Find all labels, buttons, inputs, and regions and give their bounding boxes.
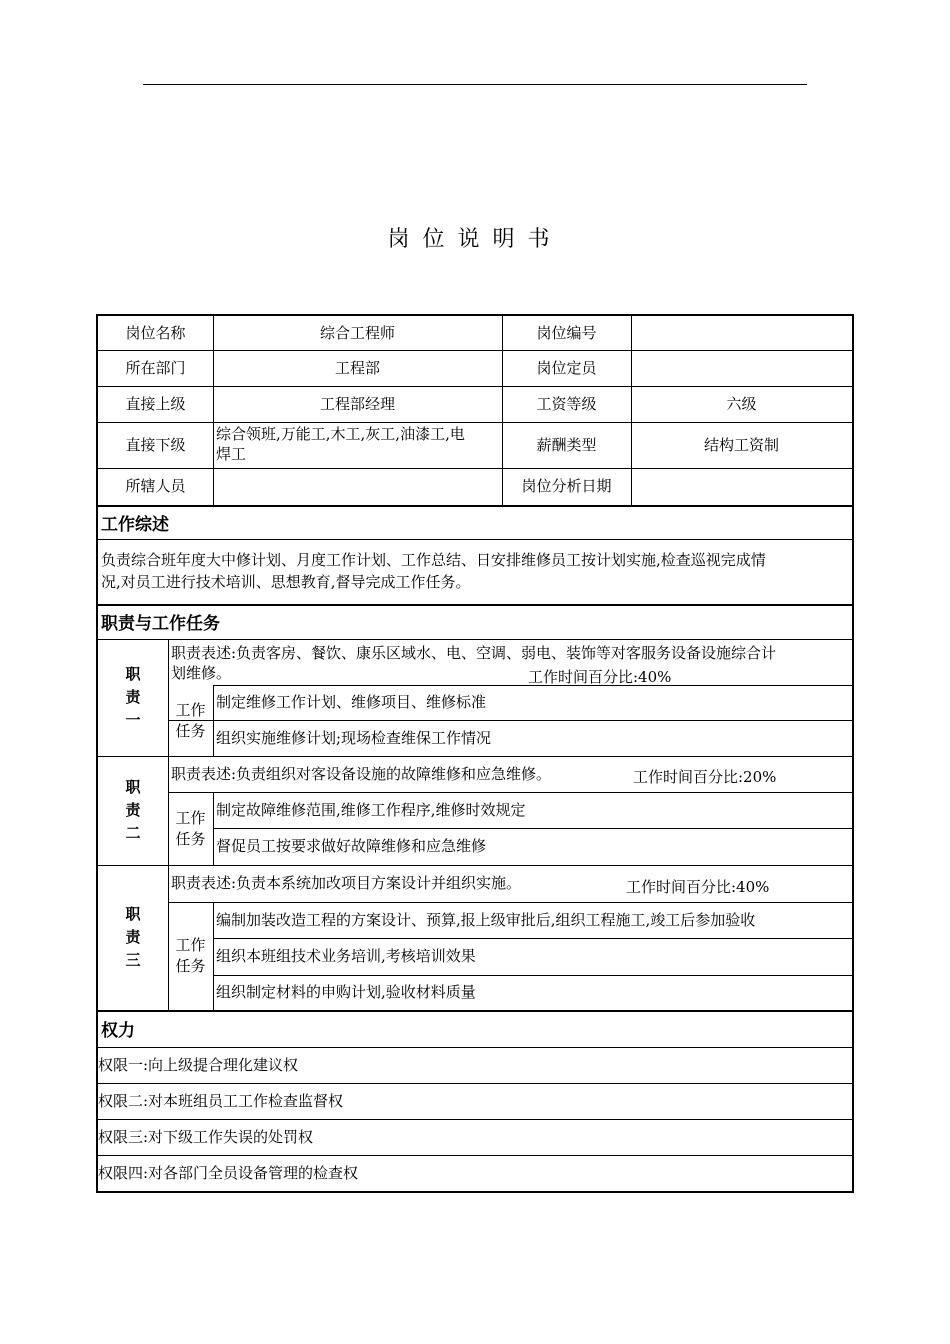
duty-1-description	[168, 639, 852, 685]
position-no-value	[631, 316, 852, 350]
duty-1-task-1: 制定维修工作计划、维修项目、维修标准	[216, 693, 487, 711]
analysis-date-value	[631, 468, 852, 505]
duty-2-percent: 工作时间百分比:20%	[633, 768, 777, 786]
headcount-label: 岗位定员	[536, 358, 597, 377]
duty-3-description: 职责表述:负责本系统加改项目方案设计并组织实施。	[171, 874, 522, 892]
duty-1-percent: 工作时间百分比:40%	[528, 668, 672, 686]
duty-2-task-label: 工作 任务	[175, 808, 206, 848]
duty-3-task-3: 组织制定材料的申购计划,验收材料质量	[216, 983, 476, 1001]
headcount-value	[631, 350, 852, 386]
subordinates-line-1: 综合领班,万能工,木工,灰工,油漆工,电	[216, 425, 465, 443]
subordinates-line-2: 焊工	[216, 445, 247, 463]
duty-3-task-label: 工作 任务	[175, 936, 206, 975]
header-rule	[143, 84, 807, 85]
summary-line-2: 况,对员工进行技术培训、思想教育,督导完成工作任务。	[101, 573, 471, 591]
duty-2-label: 职 责 二	[125, 778, 141, 842]
department-label: 所在部门	[125, 358, 186, 377]
duty-3-task-2: 组织本班组技术业务培训,考核培训效果	[216, 947, 476, 965]
salary-grade-value: 六级	[726, 394, 757, 413]
authority-heading: 权力	[101, 1021, 135, 1041]
staff-value	[213, 468, 502, 505]
position-no-label: 岗位编号	[536, 323, 597, 342]
pay-type-value: 结构工资制	[703, 435, 779, 454]
duties-heading: 职责与工作任务	[101, 614, 220, 634]
authority-item-1: 权限一:向上级提合理化建议权	[98, 1055, 299, 1074]
authority-item-4: 权限四:对各部门全员设备管理的检查权	[98, 1163, 359, 1182]
duty-1-task-2: 组织实施维修计划;现场检查维保工作情况	[216, 728, 492, 747]
analysis-date-label: 岗位分析日期	[521, 477, 612, 495]
duty-3-percent: 工作时间百分比:40%	[626, 878, 770, 896]
duty-2-task-1: 制定故障维修范围,维修工作程序,维修时效规定	[216, 800, 526, 819]
duty-1-task-label: 工作 任务	[175, 700, 206, 740]
department-value: 工程部	[334, 358, 380, 377]
duty-2-description: 职责表述:负责组织对客设备设施的故障维修和应急维修。	[171, 764, 552, 783]
summary-heading: 工作综述	[101, 514, 169, 535]
position-name-value: 综合工程师	[319, 323, 395, 342]
authority-item-2: 权限二:对本班组员工工作检查监督权	[98, 1091, 344, 1110]
salary-grade-label: 工资等级	[536, 394, 597, 413]
subordinates-value	[213, 422, 502, 468]
subordinates-label: 直接下级	[125, 435, 186, 454]
summary-line-1: 负责综合班年度大中修计划、月度工作计划、工作总结、日安排维修员工按计划实施,检查巡视完成情	[101, 551, 766, 569]
duty-1-label: 职 责 一	[125, 665, 141, 729]
duty-3-task-1: 编制加装改造工程的方案设计、预算,报上级审批后,组织工程施工,竣工后参加验收	[216, 910, 756, 929]
duty-1-desc-line-1: 职责表述:负责客房、餐饮、康乐区域水、电、空调、弱电、装饰等对客服务设备设施综合计	[171, 644, 777, 662]
duty-3-label: 职 责 三	[125, 905, 141, 969]
job-description-table	[96, 314, 854, 1193]
position-name-label: 岗位名称	[125, 323, 186, 342]
staff-label: 所辖人员	[125, 477, 186, 495]
duty-2-task-2: 督促员工按要求做好故障维修和应急维修	[216, 837, 487, 855]
duty-1-desc-line-2: 划维修。	[171, 664, 232, 682]
document-title: 岗位说明书	[387, 227, 563, 252]
summary-text	[98, 539, 852, 604]
superior-label: 直接上级	[125, 394, 186, 413]
superior-value: 工程部经理	[319, 394, 395, 413]
authority-item-3: 权限三:对下级工作失误的处罚权	[98, 1127, 314, 1146]
pay-type-label: 薪酬类型	[536, 435, 597, 454]
